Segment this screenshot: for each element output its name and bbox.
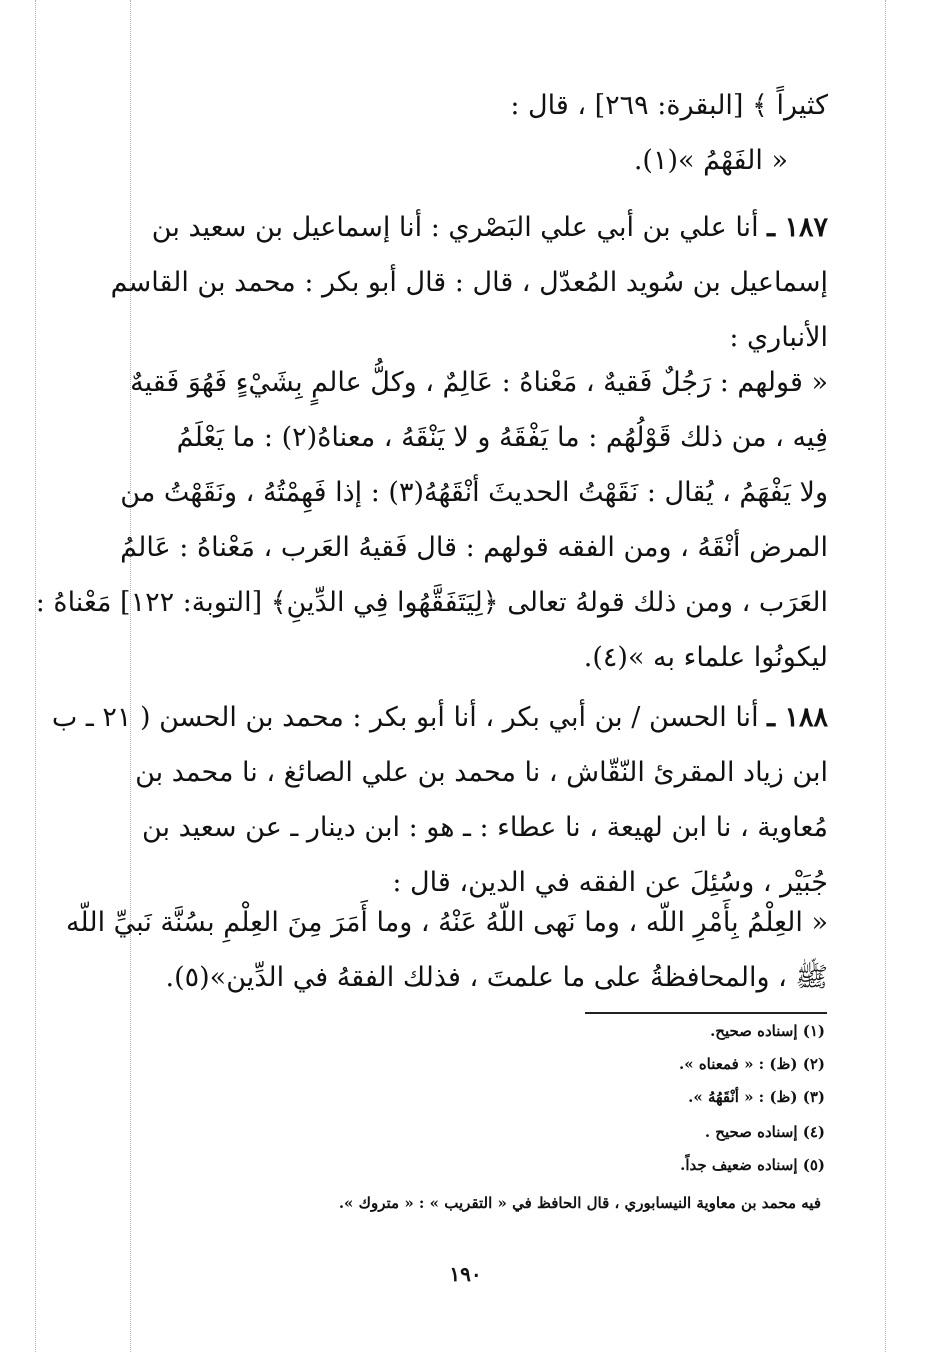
text-line: المرض أنْقَهُ ، ومن الفقه قولهم : قال فَقيهُ العَرب ، مَعْناهُ : عَالمُ (120, 532, 828, 563)
footnote: (٣) (ظ) : « أنْقَهُهُ ». (688, 1088, 825, 1106)
text-line: الأنباري : (729, 322, 828, 353)
text-line: فِيه ، من ذلك قَوْلُهُم : ما يَفْقَهُ و لا يَنْقَهُ ، معناهُ(٢) : ما يَعْلَمُ (176, 422, 828, 453)
text-line: ليكونُوا علماء به »(٤). (583, 642, 828, 673)
footnote: (١) إسناده صحيح. (710, 1022, 825, 1040)
footnote: (٢) (ظ) : « فمعناه ». (679, 1055, 825, 1073)
scan-grid-line (885, 0, 886, 1352)
footnote: (٥) إسناده ضعيف جداً. (680, 1156, 825, 1174)
hadith-number: ١٨٧ ـ (767, 212, 828, 243)
scan-grid-line (35, 0, 36, 1352)
footnote-separator (585, 1012, 827, 1014)
text-line: العَرَب ، ومن ذلك قولهُ تعالى ﴿لِيَتَفَقَّهُوا فِي الدِّينِ﴾ [التوبة: ١٢٢] مَعْناهُ : (35, 587, 828, 618)
hadith-number: ١٨٨ ـ (767, 702, 828, 733)
page-number: ١٩٠ (449, 1262, 482, 1286)
text-line: كثيراً ﴾ [البقرة: ٢٦٩] ، قال : (510, 90, 828, 121)
text-line: أنا علي بن أبي علي البَصْري : أنا إسماعيل بن سعيد بن (151, 212, 759, 243)
quote-188 (65, 895, 828, 1005)
text-line: « الفَهْمُ »(١). (633, 145, 788, 176)
text-line: « العِلْمُ بِأَمْرِ اللّه ، وما نَهى اللّهُ عَنْهُ ، وما أَمَرَ مِنَ العِلْمِ بسُنَّة نَبيِّ اللّه (65, 907, 828, 938)
quote-187 (35, 355, 828, 685)
paragraph-188 (0, 690, 828, 745)
text-line: إسماعيل بن سُويد المُعدّل ، قال : قال أبو بكر : محمد بن القاسم (110, 267, 828, 298)
paragraph-188-continued (88, 745, 828, 910)
text-line: مُعاوية ، نا ابن لهيعة ، نا عطاء : ـ هو : ابن دينار ـ عن سعيد بن (141, 812, 828, 843)
footnote: (٤) إسناده صحيح . (704, 1123, 825, 1141)
top-continuation (88, 78, 828, 188)
text-line: ابن زياد المقرئ النّقّاش ، نا محمد بن علي الصائغ ، نا محمد بن (135, 757, 828, 788)
text-line: جُبَيْر ، وسُئِلَ عن الفقه في الدين، قال : (392, 867, 828, 898)
paragraph-187 (88, 200, 828, 365)
text-line: ولا يَفْهَمُ ، يُقال : نَقَهْتُ الحديثَ أنْقَهُهُ(٣) : إذا فَهِمْتُهُ ، ونَقَهْتُ من (120, 477, 828, 508)
text-line: ﷺ ، والمحافظةُ على ما علمتَ ، فذلك الفقهُ في الدِّين»(٥). (165, 962, 828, 993)
text-line: أنا الحسن / بن أبي بكر ، أنا أبو بكر : محمد بن الحسن ( ٢١ ـ ب (51, 702, 759, 733)
text-line: « قولهم : رَجُلٌ فَقيهٌ ، مَعْناهُ : عَالِمٌ ، وكلُّ عالمٍ بِشَيْءٍ فَهُوَ فَقيهٌ (130, 367, 828, 398)
footnote: فيه محمد بن معاوية النيسابوري ، قال الحافظ في « التقريب » : « متروك ». (338, 1194, 821, 1212)
